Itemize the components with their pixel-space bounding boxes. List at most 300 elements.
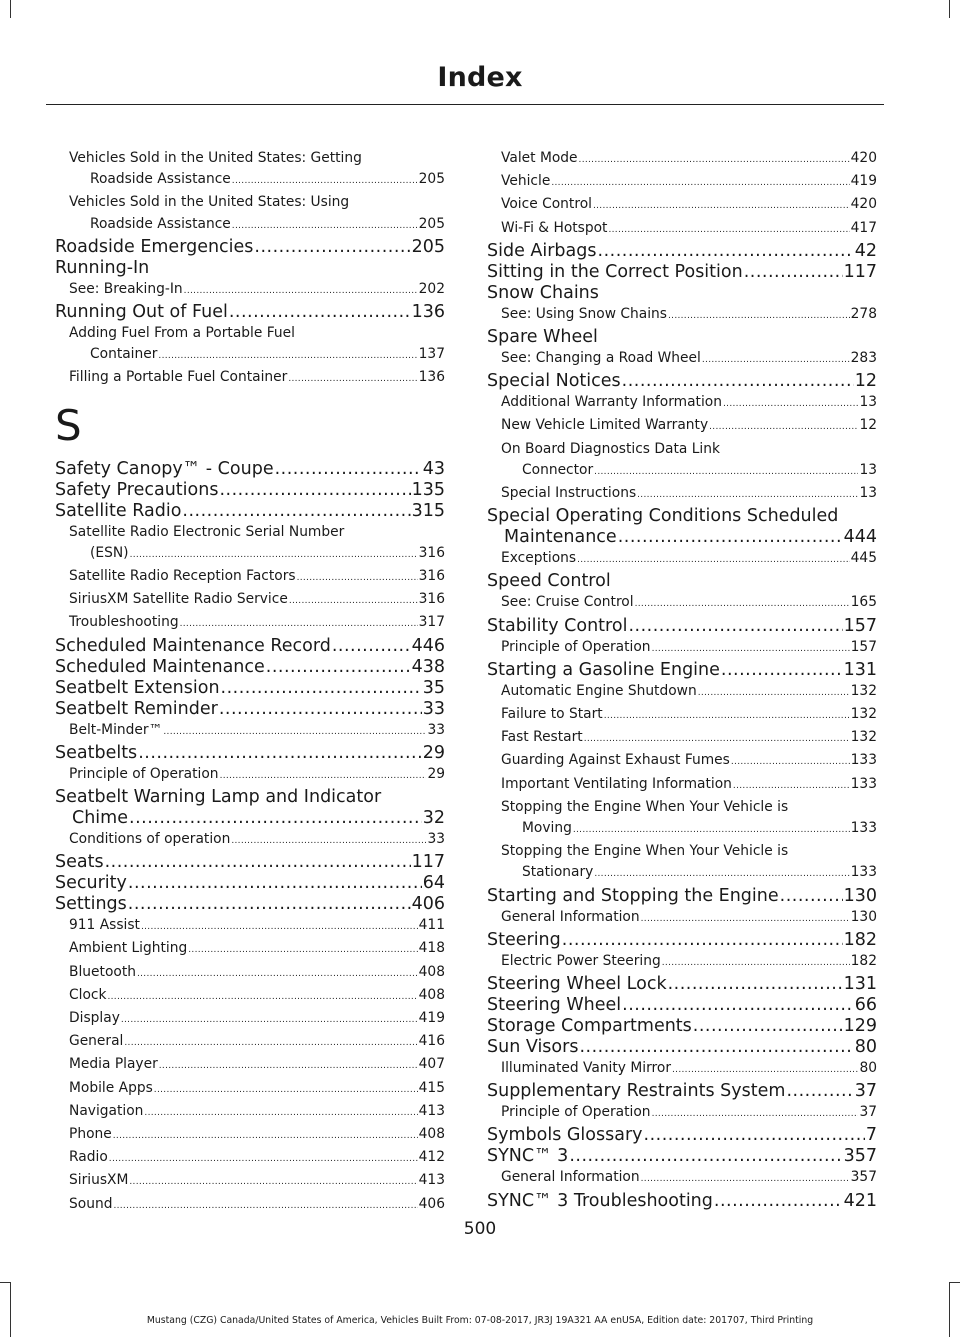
dot-leader (693, 1016, 843, 1037)
index-subentry[interactable] (487, 194, 877, 217)
entry-label: Stationary (522, 864, 594, 881)
index-block-s-continued (487, 148, 877, 1212)
dot-leader (109, 1149, 418, 1170)
index-subentry[interactable] (55, 1008, 445, 1031)
entry-page-number: 66 (854, 995, 877, 1016)
dot-leader (594, 864, 849, 885)
entry-page-number: 131 (843, 659, 877, 680)
index-subentry[interactable] (487, 704, 877, 727)
index-subentry[interactable] (55, 938, 445, 961)
dot-leader (668, 974, 843, 995)
entry-page-number: 132 (850, 682, 877, 699)
entry-label: Roadside Emergencies (55, 236, 254, 257)
index-subentry[interactable] (55, 1054, 445, 1077)
index-subentry[interactable] (487, 218, 877, 241)
dot-leader (220, 766, 427, 787)
entry-label: Principle of Operation (69, 765, 219, 782)
index-subentry[interactable] (55, 915, 445, 938)
entry-page-number: 157 (843, 615, 877, 636)
entry-label: Storage Compartments (487, 1016, 692, 1037)
dot-leader (232, 216, 418, 237)
index-entry[interactable] (55, 699, 445, 720)
entry-page-number: 438 (411, 656, 445, 677)
dot-leader (731, 752, 850, 773)
entry-label: Principle of Operation (501, 1104, 651, 1121)
entry-page-number: 132 (850, 706, 877, 723)
dot-leader (662, 953, 850, 974)
entry-label: Exceptions (501, 550, 577, 567)
entry-page-number: 411 (418, 917, 445, 934)
crop-mark-bottom-right-v (949, 1282, 950, 1337)
dot-leader (124, 1033, 417, 1054)
entry-page-number: 357 (843, 1146, 877, 1167)
dot-leader (180, 614, 418, 635)
page-number: 500 (463, 1219, 497, 1239)
index-subentry[interactable] (55, 612, 445, 635)
entry-label: Starting and Stopping the Engine (487, 885, 779, 906)
index-subentry[interactable] (487, 774, 877, 797)
entry-label: Settings (55, 894, 127, 915)
dot-leader (644, 1125, 865, 1146)
entry-label: Automatic Engine Shutdown (501, 682, 697, 699)
index-subentry[interactable] (487, 148, 877, 171)
entry-page-number: 317 (418, 614, 445, 631)
dot-leader (569, 1146, 842, 1167)
entry-label: (ESN) (90, 544, 129, 561)
index-subentry[interactable] (487, 548, 877, 571)
index-subentry[interactable] (487, 1167, 877, 1190)
index-entry[interactable] (55, 480, 445, 501)
entry-page-number: 35 (422, 677, 445, 698)
dot-leader (107, 987, 417, 1008)
entry-label: Stability Control (487, 615, 628, 636)
entry-label: Guarding Against Exhaust Fumes (501, 752, 730, 769)
dot-leader (652, 639, 850, 660)
index-subentry[interactable] (55, 1147, 445, 1170)
entry-label: Additional Warranty Information (501, 394, 722, 411)
entry-label: Scheduled Maintenance (55, 656, 265, 677)
entry-page-number: 445 (850, 550, 877, 567)
index-subentry[interactable] (55, 985, 445, 1008)
dot-leader (584, 729, 850, 750)
entry-page-number: 13 (859, 394, 877, 411)
entry-page-number: 7 (865, 1125, 877, 1146)
index-subentry-line: Adding Fuel From a Portable Fuel (69, 325, 295, 342)
dot-leader (672, 1060, 858, 1081)
crop-mark-top-left-v (10, 0, 11, 18)
entry-page-number: 182 (850, 952, 877, 969)
dot-leader (714, 1191, 843, 1212)
index-subentry[interactable] (487, 171, 877, 194)
entry-page-number: 202 (418, 280, 445, 297)
entry-label: Symbols Glossary (487, 1125, 643, 1146)
dot-leader (652, 1104, 859, 1125)
index-entry[interactable] (487, 1191, 877, 1212)
index-subentry[interactable] (55, 169, 445, 192)
entry-label: Security (55, 873, 127, 894)
index-entry[interactable] (55, 237, 445, 258)
entry-label: Navigation (69, 1102, 144, 1119)
entry-page-number: 420 (850, 150, 877, 166)
index-subentry[interactable] (487, 1102, 877, 1125)
entry-page-number: 80 (854, 1037, 877, 1058)
entry-label: See: Using Snow Chains (501, 305, 667, 322)
entry-page-number: 33 (422, 698, 445, 719)
index-heading: Speed Control (487, 571, 611, 592)
dot-leader (219, 480, 410, 501)
entry-label: Display (69, 1010, 120, 1027)
entry-label: Side Airbags (487, 240, 597, 261)
dot-leader (780, 886, 843, 907)
dot-leader (723, 394, 858, 415)
entry-page-number: 315 (411, 500, 445, 521)
entry-label: Starting a Gasoline Engine (487, 659, 720, 680)
dot-leader (121, 1010, 418, 1031)
index-subentry[interactable] (55, 214, 445, 237)
dot-leader (641, 909, 850, 930)
index-entry[interactable] (55, 743, 445, 764)
entry-label: Seatbelt Extension (55, 677, 220, 698)
index-subentry[interactable] (55, 344, 445, 367)
index-column-right (487, 148, 877, 1212)
entry-label: Safety Precautions (55, 479, 219, 500)
index-entry[interactable] (487, 1146, 877, 1167)
dot-leader (608, 220, 849, 241)
index-subentry[interactable] (487, 460, 877, 483)
index-subentry[interactable] (487, 951, 877, 974)
dot-leader (288, 369, 417, 390)
index-entry[interactable] (55, 501, 445, 522)
entry-page-number: 417 (850, 219, 877, 236)
index-subentry[interactable] (55, 764, 445, 787)
entry-page-number: 420 (850, 196, 877, 213)
index-entry[interactable] (487, 371, 877, 392)
entry-label: Seatbelts (55, 742, 138, 763)
index-entry[interactable] (55, 852, 445, 873)
index-subentry[interactable] (487, 304, 877, 327)
dot-leader (622, 371, 854, 392)
entry-page-number: 132 (850, 729, 877, 746)
index-entry[interactable] (487, 660, 877, 681)
index-entry[interactable] (487, 1081, 877, 1102)
dot-leader (154, 1080, 418, 1101)
index-subentry[interactable] (55, 589, 445, 612)
index-entry[interactable] (55, 657, 445, 678)
crop-mark-bottom-right-h (950, 1282, 960, 1283)
index-entry[interactable] (487, 1125, 877, 1146)
index-subentry[interactable] (55, 566, 445, 589)
entry-label: Sound (69, 1195, 113, 1212)
index-subentry-line: On Board Diagnostics Data Link (501, 440, 720, 457)
index-subentry[interactable] (55, 1170, 445, 1193)
index-column-left (55, 148, 445, 1217)
index-entry[interactable] (55, 302, 445, 323)
entry-page-number: 136 (411, 302, 445, 323)
entry-page-number: 408 (418, 986, 445, 1003)
page-title: Index (437, 62, 523, 93)
dot-leader (721, 660, 843, 681)
dot-leader (598, 241, 854, 262)
entry-page-number: 418 (418, 940, 445, 957)
entry-label: Voice Control (501, 196, 592, 213)
entry-page-number: 406 (418, 1195, 445, 1212)
dot-leader (266, 657, 411, 678)
dot-leader (275, 459, 422, 480)
entry-label: Special Notices (487, 371, 621, 392)
dot-leader (702, 350, 850, 371)
index-entry[interactable] (55, 894, 445, 915)
index-entry[interactable] (55, 459, 445, 480)
entry-label: Vehicle (501, 173, 551, 190)
dot-leader (579, 150, 850, 171)
entry-label: Container (90, 346, 158, 363)
dot-leader (579, 1037, 853, 1058)
entry-label: Steering Wheel (487, 995, 622, 1016)
entry-label: Safety Canopy™ - Coupe (55, 458, 274, 479)
dot-leader (668, 306, 850, 327)
index-subentry[interactable] (55, 1078, 445, 1101)
entry-page-number: 33 (427, 831, 445, 848)
index-subentry[interactable] (487, 862, 877, 885)
entry-label: Filling a Portable Fuel Container (69, 369, 288, 386)
index-entry[interactable] (487, 930, 877, 951)
entry-label: Clock (69, 986, 107, 1003)
index-block-s (55, 459, 445, 1217)
index-entry[interactable] (487, 995, 877, 1016)
index-subentry[interactable] (55, 279, 445, 302)
index-subentry-line: Satellite Radio Electronic Serial Number (69, 523, 345, 540)
entry-page-number: 157 (850, 638, 877, 655)
entry-page-number: 32 (422, 808, 445, 829)
entry-label: Moving (522, 820, 572, 837)
dot-leader (641, 1169, 850, 1190)
dot-leader (219, 699, 422, 720)
index-subentry[interactable] (487, 392, 877, 415)
entry-label: Steering Wheel Lock (487, 974, 667, 995)
dot-leader (141, 917, 418, 938)
entry-page-number: 133 (850, 775, 877, 792)
entry-label: SYNC™ 3 (487, 1146, 569, 1167)
index-subentry[interactable] (487, 637, 877, 660)
index-subentry-line: Vehicles Sold in the United States: Getting (69, 150, 362, 166)
entry-page-number: 33 (427, 721, 445, 738)
index-subentry[interactable] (487, 818, 877, 841)
dot-leader (593, 196, 850, 217)
index-entry[interactable] (487, 262, 877, 283)
index-heading: Spare Wheel (487, 327, 598, 348)
entry-label: Roadside Assistance (90, 215, 231, 232)
entry-label: Satellite Radio (55, 500, 182, 521)
crop-mark-bottom-left-h (0, 1282, 10, 1283)
index-subentry[interactable] (487, 592, 877, 615)
index-subentry[interactable] (487, 907, 877, 930)
index-subentry-line: Stopping the Engine When Your Vehicle is (501, 798, 789, 815)
entry-label: General Information (501, 908, 640, 925)
dot-leader (229, 302, 411, 323)
entry-page-number: 407 (418, 1056, 445, 1073)
entry-label: Important Ventilating Information (501, 775, 732, 792)
entry-page-number: 29 (422, 742, 445, 763)
entry-page-number: 37 (854, 1081, 877, 1102)
dot-leader (182, 501, 410, 522)
entry-label: SYNC™ 3 Troubleshooting (487, 1190, 713, 1211)
index-entry[interactable] (55, 873, 445, 894)
dot-leader (159, 1056, 418, 1077)
entry-label: Wi-Fi & Hotspot (501, 219, 608, 236)
index-entry[interactable] (487, 241, 877, 262)
entry-page-number: 133 (850, 864, 877, 881)
entry-page-number: 13 (859, 461, 877, 478)
dot-leader (628, 616, 842, 637)
entry-label: Seats (55, 852, 104, 873)
entry-label: Sun Visors (487, 1037, 579, 1058)
index-subentry[interactable] (487, 681, 877, 704)
entry-page-number: 135 (411, 479, 445, 500)
entry-page-number: 117 (843, 261, 877, 282)
dot-leader (232, 171, 418, 192)
index-entry[interactable] (487, 527, 877, 548)
index-subentry[interactable] (487, 727, 877, 750)
dot-leader (604, 706, 850, 727)
entry-page-number: 13 (859, 485, 877, 502)
dot-leader (128, 894, 411, 915)
index-heading: Snow Chains (487, 282, 599, 303)
entry-label: Chime (72, 808, 128, 829)
entry-page-number: 205 (411, 236, 445, 257)
entry-page-number: 43 (422, 458, 445, 479)
entry-label: Mobile Apps (69, 1079, 153, 1096)
index-subentry[interactable] (55, 1031, 445, 1054)
entry-page-number: 12 (854, 371, 877, 392)
index-subentry[interactable] (487, 750, 877, 773)
index-subentry[interactable] (55, 367, 445, 390)
entry-label: See: Changing a Road Wheel (501, 350, 701, 367)
index-subentry-line: Vehicles Sold in the United States: Using (69, 194, 350, 211)
entry-label: Principle of Operation (501, 638, 651, 655)
entry-page-number: 357 (850, 1169, 877, 1186)
footer-edition-info: Mustang (CZG) Canada/United States of America, Vehicles Built From: 07-08-2017, JR3J 19A321 AA enUSA, Edition date: 201707, Third Printing (146, 1315, 814, 1326)
entry-label: Sitting in the Correct Position (487, 261, 743, 282)
entry-label: Satellite Radio Reception Factors (69, 568, 296, 585)
entry-label: Special Instructions (501, 485, 637, 502)
entry-label: Belt-Minder™ (69, 721, 163, 738)
dot-leader (184, 281, 418, 302)
index-subentry-line: Stopping the Engine When Your Vehicle is (501, 843, 789, 860)
entry-page-number: 136 (418, 369, 445, 386)
dot-leader (573, 820, 850, 841)
section-letter: S (55, 400, 82, 450)
entry-page-number: 316 (418, 591, 445, 608)
index-subentry[interactable] (487, 483, 877, 506)
index-entry[interactable] (487, 616, 877, 637)
entry-label: General (69, 1033, 124, 1050)
dot-leader (297, 568, 418, 589)
dot-leader (618, 527, 843, 548)
dot-leader (637, 485, 858, 506)
index-subentry[interactable] (55, 1124, 445, 1147)
dot-leader (130, 545, 418, 566)
dot-leader (254, 237, 410, 258)
index-entry[interactable] (487, 886, 877, 907)
entry-page-number: 137 (418, 346, 445, 363)
dot-leader (113, 1126, 418, 1147)
index-heading: Special Operating Conditions Scheduled (487, 506, 839, 527)
entry-label: Steering (487, 929, 561, 950)
dot-leader (163, 722, 426, 743)
entry-label: Seatbelt Reminder (55, 698, 218, 719)
entry-page-number: 131 (843, 974, 877, 995)
entry-page-number: 446 (411, 635, 445, 656)
crop-mark-bottom-left-v (10, 1282, 11, 1337)
index-subentry[interactable] (487, 415, 877, 438)
entry-page-number: 278 (850, 305, 877, 322)
entry-label: Troubleshooting (69, 614, 179, 631)
index-subentry[interactable] (55, 1101, 445, 1124)
index-entry[interactable] (55, 678, 445, 699)
entry-page-number: 29 (427, 765, 445, 782)
entry-page-number: 416 (418, 1033, 445, 1050)
entry-page-number: 117 (411, 852, 445, 873)
entry-page-number: 283 (850, 350, 877, 367)
dot-leader (138, 743, 422, 764)
entry-page-number: 130 (843, 885, 877, 906)
dot-leader (733, 776, 850, 797)
entry-page-number: 444 (843, 527, 877, 548)
index-entry[interactable] (55, 808, 445, 829)
dot-leader (744, 262, 843, 283)
dot-leader (698, 683, 850, 704)
index-entry[interactable] (487, 974, 877, 995)
dot-leader (622, 995, 854, 1016)
entry-label: Connector (522, 461, 594, 478)
entry-label: SiriusXM Satellite Radio Service (69, 591, 288, 608)
entry-label: Illuminated Vanity Mirror (501, 1060, 672, 1077)
index-entry[interactable] (55, 636, 445, 657)
index-block-r (55, 148, 445, 391)
dot-leader (594, 462, 858, 483)
entry-page-number: 408 (418, 963, 445, 980)
index-subentry[interactable] (55, 543, 445, 566)
index-subentry[interactable] (55, 1194, 445, 1217)
entry-label: Running Out of Fuel (55, 302, 228, 323)
entry-label: 911 Assist (69, 917, 140, 934)
entry-page-number: 205 (418, 215, 445, 232)
entry-label: Ambient Lighting (69, 940, 188, 957)
dot-leader (137, 964, 418, 985)
index-subentry[interactable] (55, 962, 445, 985)
dot-leader (635, 594, 850, 615)
index-subentry[interactable] (55, 720, 445, 743)
crop-mark-top-right-v (949, 0, 950, 18)
entry-page-number: 316 (418, 544, 445, 561)
index-entry[interactable] (487, 1016, 877, 1037)
entry-label: Failure to Start (501, 706, 603, 723)
index-subentry[interactable] (487, 348, 877, 371)
entry-page-number: 129 (843, 1016, 877, 1037)
dot-leader (128, 873, 422, 894)
index-subentry[interactable] (55, 829, 445, 852)
entry-page-number: 419 (850, 173, 877, 190)
entry-page-number: 12 (859, 417, 877, 434)
entry-page-number: 133 (850, 752, 877, 769)
entry-page-number: 80 (859, 1060, 877, 1077)
entry-page-number: 64 (422, 873, 445, 894)
index-subentry[interactable] (487, 1058, 877, 1081)
index-entry[interactable] (487, 1037, 877, 1058)
dot-leader (231, 831, 426, 852)
dot-leader (709, 417, 858, 438)
dot-leader (188, 940, 417, 961)
